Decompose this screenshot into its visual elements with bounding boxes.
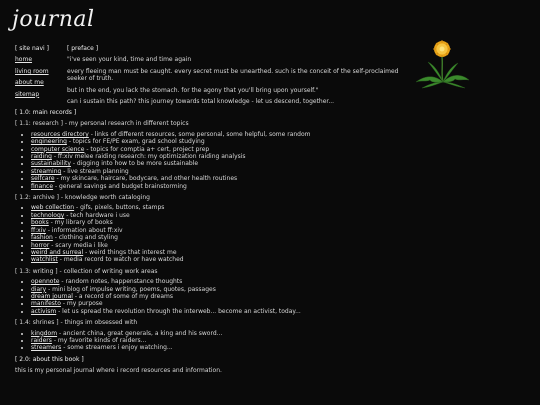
preface-paragraph: every fleeing man must be caught. every secret must be unearthed. such is the conceit of the self-proclaimed seeker of truth.	[67, 67, 399, 83]
preface-section	[67, 45, 417, 109]
link-selfcare[interactable]: selfcare	[31, 175, 55, 183]
link-activism[interactable]: activism	[31, 307, 57, 315]
research-list	[15, 131, 515, 190]
link-diary[interactable]: diary	[31, 285, 47, 293]
archive-section-header: [ 1.2: archive ] - knowledge worth cataloging	[15, 194, 150, 202]
shrines-list	[15, 330, 515, 352]
list-item: • selfcare - my skincare, haircare, bodycare, and other health routines	[31, 175, 515, 182]
preface-header: [ preface ]	[67, 45, 99, 52]
list-item: • books - my library of books	[31, 219, 515, 226]
main-records-header: [ 1.0: main records ]	[15, 109, 77, 116]
preface-paragraph: can i sustain this path? this journey towards total knowledge - let us descend, together...	[67, 98, 335, 106]
link-horror[interactable]: horror	[31, 241, 50, 249]
list-item: • dream journal - a record of some of my dreams	[31, 293, 515, 300]
writing-list	[15, 278, 515, 315]
nav-link-sitemap[interactable]: sitemap	[15, 90, 40, 98]
sitenav-header: [ site navi ]	[15, 45, 49, 52]
list-item: • opennote - random notes, happenstance thoughts	[31, 278, 515, 285]
link-weird-and-surreal[interactable]: weird and surreal	[31, 248, 84, 256]
link-technology[interactable]: technology	[31, 211, 65, 219]
main-records	[15, 109, 515, 375]
site-logo[interactable]: journal	[12, 7, 95, 32]
list-item: • activism - let us spread the revolution through the interweb... become an activist, today...	[31, 308, 515, 315]
list-item: • weird and surreal - weird things that interest me	[31, 249, 515, 256]
link-manifesto[interactable]: manifesto	[31, 300, 61, 308]
nav-link-about-me[interactable]: about me	[15, 79, 44, 87]
nav-link-home[interactable]: home	[15, 56, 33, 64]
list-item: • watchlist - media record to watch or have watched	[31, 256, 515, 263]
list-item: • raiders - my favorite kinds of raiders...	[31, 337, 515, 344]
preface-paragraph: but in the end, you lack the stomach. for the agony that you'll bring upon yourself."	[67, 86, 319, 94]
link-computer-science[interactable]: computer science	[31, 145, 85, 153]
nav-link-living-room[interactable]: living room	[15, 67, 49, 75]
list-item: • technology - tech hardware i use	[31, 212, 515, 219]
dandelion-illustration	[412, 38, 472, 90]
writing-section-header: [ 1.3: writing ] - collection of writing work areas	[15, 267, 158, 275]
link-streamers[interactable]: streamers	[31, 344, 62, 352]
link-ffxiv[interactable]: ff:xiv	[31, 226, 46, 234]
link-raiding[interactable]: raiding	[31, 153, 52, 161]
list-item: • streaming - live stream planning	[31, 168, 515, 175]
link-sustainability[interactable]: sustainability	[31, 160, 71, 168]
dandelion-flower	[433, 40, 451, 58]
archive-list	[15, 204, 515, 263]
link-web-collection[interactable]: web collection	[31, 204, 75, 212]
link-resources-directory[interactable]: resources directory	[31, 130, 89, 138]
link-fashion[interactable]: fashion	[31, 234, 53, 242]
list-item: • kingdom - ancient china, great generals, a king and his sword...	[31, 330, 515, 337]
list-item: • horror - scary media i like	[31, 242, 515, 249]
list-item: • engineering - topics for FE/PE exam, grad school studying	[31, 138, 515, 145]
research-section-header: [ 1.1: research ] - my personal research in different topics	[15, 120, 189, 128]
link-watchlist[interactable]: watchlist	[31, 256, 58, 264]
list-item: • manifesto - my purpose	[31, 300, 515, 307]
list-item: • ff:xiv - information about ff:xiv	[31, 227, 515, 234]
list-item: • finance - general savings and budget brainstorming	[31, 183, 515, 190]
list-item: • streamers - some streamers i enjoy watching...	[31, 344, 515, 351]
list-item: • raiding - ff:xiv melee raiding research: my optimization raiding analysis	[31, 153, 515, 160]
list-item: • resources directory - links of different resources, some personal, some helpful, some random	[31, 131, 515, 138]
list-item: • computer science - topics for comptia a+ cert, project prep	[31, 146, 515, 153]
about-book-header: [ 2.0: about this book ]	[15, 355, 84, 363]
link-streaming[interactable]: streaming	[31, 167, 62, 175]
link-books[interactable]: books	[31, 219, 49, 227]
link-dream-journal[interactable]: dream journal	[31, 292, 73, 300]
about-book-text: this is my personal journal where i record resources and information.	[15, 367, 222, 375]
site-navigation	[15, 45, 59, 102]
link-opennote[interactable]: opennote	[31, 278, 60, 286]
list-item: • sustainability - digging into how to be more sustainable	[31, 160, 515, 167]
link-engineering[interactable]: engineering	[31, 138, 67, 146]
preface-paragraph: "i've seen your kind, time and time again	[67, 56, 192, 64]
list-item: • diary - mini blog of impulse writing, poems, quotes, passages	[31, 286, 515, 293]
link-finance[interactable]: finance	[31, 182, 54, 190]
link-raiders[interactable]: raiders	[31, 336, 52, 344]
link-kingdom[interactable]: kingdom	[31, 329, 58, 337]
list-item: • fashion - clothing and styling	[31, 234, 515, 241]
list-item: • web collection - gifs, pixels, buttons, stamps	[31, 204, 515, 211]
shrines-section-header: [ 1.4: shrines ] - things im obsessed with	[15, 319, 138, 327]
